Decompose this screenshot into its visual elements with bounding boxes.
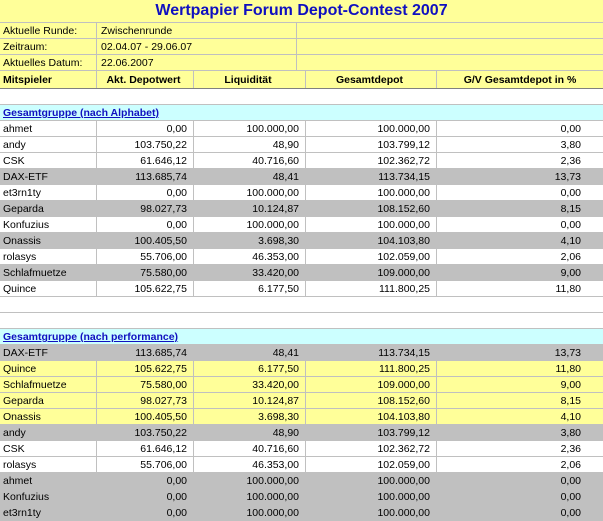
table-row [0,473,603,489]
header-depot-value[interactable]: Akt. Depotwert [97,71,194,88]
table-row [0,345,603,361]
depot-value-cell[interactable]: 0,00 [97,489,194,504]
total-depot-cell[interactable]: 100.000,00 [306,473,437,488]
liquidity-cell[interactable]: 3.698,30 [194,409,306,424]
liquidity-cell[interactable]: 100.000,00 [194,217,306,232]
player-cell[interactable]: CSK [0,441,97,456]
meta-label[interactable]: Aktuelles Datum: [0,55,97,70]
liquidity-cell[interactable]: 48,90 [194,137,306,152]
table-row [0,137,603,153]
player-cell[interactable]: DAX-ETF [0,169,97,184]
liquidity-cell[interactable]: 33.420,00 [194,265,306,280]
total-depot-cell[interactable]: 100.000,00 [306,185,437,200]
player-cell[interactable]: Konfuzius [0,217,97,232]
depot-value-cell[interactable]: 105.622,75 [97,281,194,296]
total-depot-cell[interactable]: 111.800,25 [306,361,437,376]
gain-loss-cell[interactable]: 8,15 [560,395,581,407]
blank-cell[interactable] [297,39,603,54]
gain-loss-cell[interactable]: 2,06 [560,459,581,471]
gain-loss-cell[interactable]: 2,06 [560,251,581,263]
total-depot-cell[interactable]: 113.734,15 [306,345,437,360]
gain-loss-cell[interactable]: 9,00 [560,379,581,391]
table-row [0,409,603,425]
liquidity-cell[interactable]: 100.000,00 [194,489,306,504]
header-player[interactable]: Mitspieler [0,71,97,88]
liquidity-cell[interactable]: 46.353,00 [194,457,306,472]
liquidity-cell[interactable]: 48,41 [194,169,306,184]
section-title[interactable]: Gesamtgruppe (nach Alphabet) [3,107,159,119]
table-row [0,185,603,201]
total-depot-cell[interactable]: 103.799,12 [306,425,437,440]
gain-loss-cell[interactable]: 0,00 [560,187,581,199]
player-cell[interactable]: andy [0,137,97,152]
section-title[interactable]: Gesamtgruppe (nach performance) [3,331,179,343]
table-row [0,249,603,265]
liquidity-cell[interactable]: 100.000,00 [194,473,306,488]
table-section-performance [0,345,603,521]
section-title-performance [0,329,603,345]
liquidity-cell[interactable]: 6.177,50 [194,361,306,376]
depot-value-cell[interactable]: 98.027,73 [97,201,194,216]
column-header-row [0,71,603,89]
total-depot-cell[interactable]: 104.103,80 [306,233,437,248]
gain-loss-cell[interactable]: 9,00 [560,267,581,279]
depot-value-cell[interactable]: 98.027,73 [97,393,194,408]
gain-loss-cell[interactable]: 4,10 [560,235,581,247]
player-cell[interactable]: et3rn1ty [0,185,97,200]
total-depot-cell[interactable]: 100.000,00 [306,505,437,520]
gain-loss-cell[interactable]: 0,00 [560,219,581,231]
player-cell[interactable]: rolasys [0,457,97,472]
total-depot-cell[interactable]: 109.000,00 [306,265,437,280]
gain-loss-cell[interactable]: 2,36 [560,155,581,167]
total-depot-cell[interactable]: 103.799,12 [306,137,437,152]
total-depot-cell[interactable]: 113.734,15 [306,169,437,184]
depot-value-cell[interactable]: 100.405,50 [97,409,194,424]
depot-value-cell[interactable]: 61.646,12 [97,153,194,168]
player-cell[interactable]: Onassis [0,233,97,248]
table-row [0,505,603,521]
liquidity-cell[interactable]: 6.177,50 [194,281,306,296]
gain-loss-cell[interactable]: 0,00 [560,475,581,487]
depot-value-cell[interactable]: 113.685,74 [97,345,194,360]
table-row [0,457,603,473]
total-depot-cell[interactable]: 100.000,00 [306,489,437,504]
gain-loss-cell[interactable]: 11,80 [555,283,581,295]
table-row [0,201,603,217]
player-cell[interactable]: Geparda [0,393,97,408]
player-cell[interactable]: rolasys [0,249,97,264]
liquidity-cell[interactable]: 40.716,60 [194,441,306,456]
empty-row[interactable] [0,89,603,105]
total-depot-cell[interactable]: 102.059,00 [306,249,437,264]
gain-loss-cell[interactable]: 0,00 [560,123,581,135]
depot-value-cell[interactable]: 0,00 [97,185,194,200]
meta-value[interactable]: 02.04.07 - 29.06.07 [97,39,297,54]
player-cell[interactable]: andy [0,425,97,440]
depot-value-cell[interactable]: 0,00 [97,505,194,520]
table-section-alphabet [0,121,603,297]
liquidity-cell[interactable]: 48,41 [194,345,306,360]
header-gain-loss[interactable]: G/V Gesamtdepot in % [463,74,577,86]
gain-loss-cell[interactable]: 3,80 [560,139,581,151]
blank-cell[interactable] [297,23,603,38]
table-row [0,377,603,393]
liquidity-cell[interactable]: 100.000,00 [194,505,306,520]
meta-value[interactable]: Zwischenrunde [97,23,297,38]
table-row [0,233,603,249]
section-title-alphabet [0,105,603,121]
gain-loss-cell[interactable]: 3,80 [560,427,581,439]
depot-value-cell[interactable]: 55.706,00 [97,457,194,472]
player-cell[interactable]: Onassis [0,409,97,424]
meta-row-round [0,23,603,39]
table-row [0,425,603,441]
gain-loss-cell[interactable]: 0,00 [560,491,581,503]
empty-row[interactable] [0,313,603,329]
gain-loss-cell[interactable]: 4,10 [560,411,581,423]
liquidity-cell[interactable]: 48,90 [194,425,306,440]
player-cell[interactable]: Schlafmuetze [0,377,97,392]
player-cell[interactable]: Geparda [0,201,97,216]
liquidity-cell[interactable]: 10.124,87 [194,393,306,408]
total-depot-cell[interactable]: 102.362,72 [306,441,437,456]
gain-loss-cell[interactable]: 8,15 [560,203,581,215]
liquidity-cell[interactable]: 10.124,87 [194,201,306,216]
total-depot-cell[interactable]: 109.000,00 [306,377,437,392]
depot-value-cell[interactable]: 0,00 [97,121,194,136]
meta-row-period [0,39,603,55]
player-cell[interactable]: Schlafmuetze [0,265,97,280]
player-cell[interactable]: ahmet [0,121,97,136]
liquidity-cell[interactable]: 3.698,30 [194,233,306,248]
blank-cell[interactable] [297,55,603,70]
gain-loss-cell[interactable]: 13,73 [554,347,581,359]
player-cell[interactable]: ahmet [0,473,97,488]
meta-row-date [0,55,603,71]
gain-loss-cell[interactable]: 2,36 [560,443,581,455]
gain-loss-cell[interactable]: 13,73 [554,171,581,183]
depot-value-cell[interactable]: 61.646,12 [97,441,194,456]
total-depot-cell[interactable]: 102.362,72 [306,153,437,168]
gain-loss-cell[interactable]: 0,00 [560,507,581,519]
total-depot-cell[interactable]: 108.152,60 [306,393,437,408]
table-row [0,489,603,505]
table-row [0,121,603,137]
depot-value-cell[interactable]: 105.622,75 [97,361,194,376]
total-depot-cell[interactable]: 100.000,00 [306,121,437,136]
table-row [0,217,603,233]
depot-value-cell[interactable]: 55.706,00 [97,249,194,264]
player-cell[interactable]: Quince [0,281,97,296]
total-depot-cell[interactable]: 104.103,80 [306,409,437,424]
table-row [0,169,603,185]
depot-value-cell[interactable]: 113.685,74 [97,169,194,184]
depot-value-cell[interactable]: 75.580,00 [97,377,194,392]
meta-label[interactable]: Zeitraum: [0,39,97,54]
header-total-depot[interactable]: Gesamtdepot [306,71,437,88]
depot-value-cell[interactable]: 103.750,22 [97,425,194,440]
table-row [0,153,603,169]
meta-label[interactable]: Aktuelle Runde: [0,23,97,38]
total-depot-cell[interactable]: 111.800,25 [306,281,437,296]
sheet-title: Wertpapier Forum Depot-Contest 2007 [0,0,603,23]
liquidity-cell[interactable]: 40.716,60 [194,153,306,168]
table-row [0,265,603,281]
liquidity-cell[interactable]: 33.420,00 [194,377,306,392]
total-depot-cell[interactable]: 102.059,00 [306,457,437,472]
meta-value[interactable]: 22.06.2007 [97,55,297,70]
liquidity-cell[interactable]: 46.353,00 [194,249,306,264]
depot-value-cell[interactable]: 0,00 [97,217,194,232]
depot-value-cell[interactable]: 103.750,22 [97,137,194,152]
table-row [0,361,603,377]
depot-value-cell[interactable]: 75.580,00 [97,265,194,280]
liquidity-cell[interactable]: 100.000,00 [194,121,306,136]
depot-value-cell[interactable]: 0,00 [97,473,194,488]
total-depot-cell[interactable]: 100.000,00 [306,217,437,232]
player-cell[interactable]: et3rn1ty [0,505,97,520]
depot-value-cell[interactable]: 100.405,50 [97,233,194,248]
player-cell[interactable]: Quince [0,361,97,376]
player-cell[interactable]: DAX-ETF [0,345,97,360]
table-row [0,281,603,297]
header-liquidity[interactable]: Liquidität [194,71,306,88]
player-cell[interactable]: Konfuzius [0,489,97,504]
player-cell[interactable]: CSK [0,153,97,168]
empty-row[interactable] [0,297,603,313]
gain-loss-cell[interactable]: 11,80 [555,363,581,375]
total-depot-cell[interactable]: 108.152,60 [306,201,437,216]
liquidity-cell[interactable]: 100.000,00 [194,185,306,200]
table-row [0,393,603,409]
